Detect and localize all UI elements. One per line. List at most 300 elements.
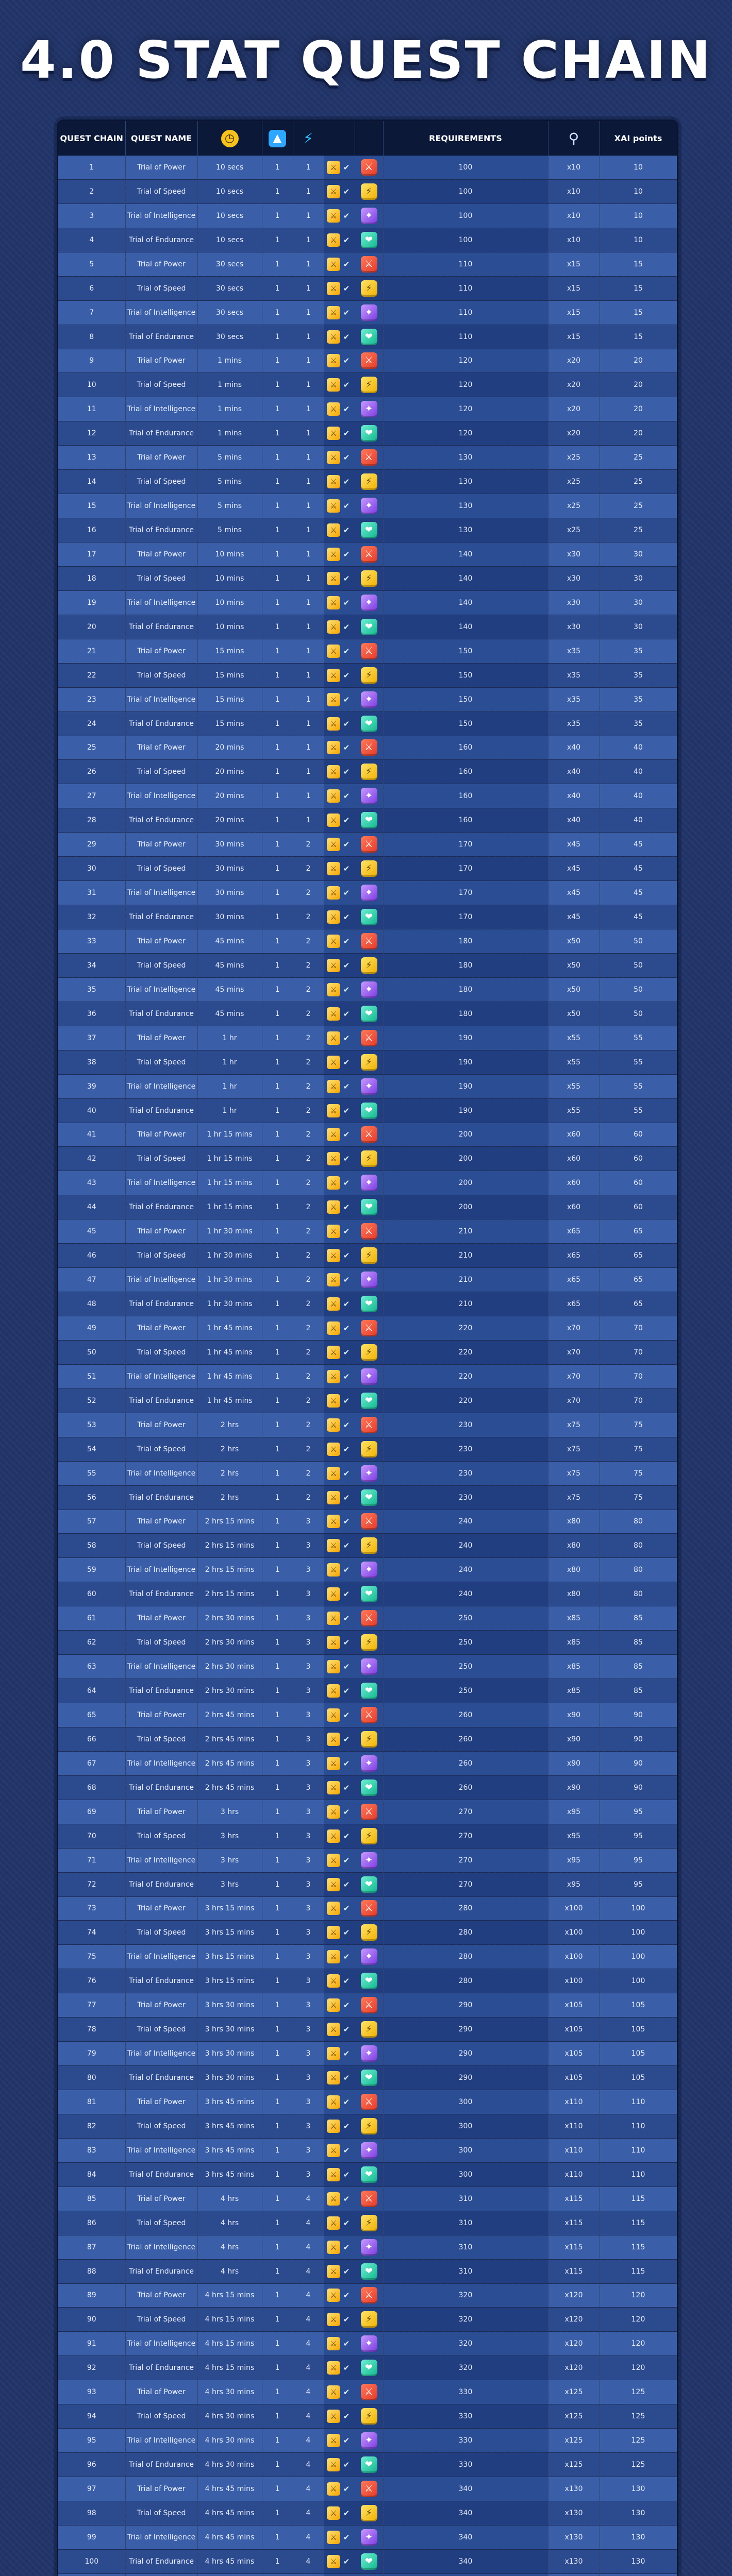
stat-gem-cell <box>355 1921 383 1945</box>
quest-energy-count: 1 <box>293 808 324 833</box>
table-row <box>58 1485 677 1510</box>
table-row <box>58 373 677 397</box>
quest-energy-count: 3 <box>293 1582 324 1606</box>
speed-stat-icon: ⚡ <box>361 2215 377 2231</box>
stat-gem-cell <box>355 2283 383 2308</box>
requirement-icons <box>324 1945 355 1969</box>
quest-name: Trial of Speed <box>125 1050 197 1074</box>
table-row <box>58 1848 677 1872</box>
stat-gem-cell <box>355 1751 383 1775</box>
quest-time: 1 hr 45 mins <box>197 1364 262 1388</box>
quest-chain-number: 43 <box>58 1171 125 1195</box>
quest-time: 4 hrs 45 mins <box>197 2477 262 2501</box>
xai-points: 95 <box>600 1872 677 1896</box>
quest-chain-number: 8 <box>58 325 125 349</box>
quest-name: Trial of Endurance <box>125 1775 197 1800</box>
sword-icon: ⚔ <box>327 2023 340 2036</box>
quest-chain-number: 13 <box>58 446 125 470</box>
xai-points: 80 <box>600 1558 677 1582</box>
quest-name: Trial of Power <box>125 1026 197 1050</box>
table-row <box>58 543 677 567</box>
quest-energy-count: 1 <box>293 276 324 300</box>
requirement-value: 190 <box>383 1074 548 1098</box>
requirement-icons <box>324 156 355 179</box>
quest-name: Trial of Speed <box>125 1437 197 1461</box>
quest-chain-number: 22 <box>58 663 125 687</box>
sword-icon: ⚔ <box>327 427 340 440</box>
endurance-stat-icon: ❤ <box>361 425 377 442</box>
requirement-value: 340 <box>383 2501 548 2525</box>
requirement-value: 220 <box>383 1388 548 1413</box>
check-icon: ✔ <box>343 1009 350 1019</box>
quest-name: Trial of Speed <box>125 1727 197 1751</box>
check-icon: ✔ <box>343 259 350 269</box>
requirement-value: 290 <box>383 2042 548 2066</box>
requirement-icons <box>324 2404 355 2429</box>
requirement-icons <box>324 1219 355 1244</box>
power-stat-icon: ⚔ <box>361 1707 377 1723</box>
requirement-value: 220 <box>383 1316 548 1341</box>
sword-icon: ⚔ <box>327 838 340 851</box>
xai-points: 115 <box>600 2211 677 2235</box>
stat-gem-cell <box>355 1582 383 1606</box>
quest-name: Trial of Intelligence <box>125 1655 197 1679</box>
table-row <box>58 1606 677 1631</box>
stat-gem-cell <box>355 1872 383 1896</box>
quest-chain-number: 40 <box>58 1098 125 1123</box>
table-row <box>58 1437 677 1461</box>
quest-energy-count: 2 <box>293 977 324 1002</box>
quest-stat-count: 1 <box>262 1993 293 2018</box>
quest-stat-count: 1 <box>262 1679 293 1703</box>
quest-name: Trial of Endurance <box>125 711 197 736</box>
quest-name: Trial of Endurance <box>125 1292 197 1316</box>
sword-icon: ⚔ <box>327 1854 340 1867</box>
requirement-value: 290 <box>383 2066 548 2090</box>
xai-points: 85 <box>600 1655 677 1679</box>
requirement-icons <box>324 1171 355 1195</box>
stat-gem-cell <box>355 373 383 397</box>
sword-icon: ⚔ <box>327 209 340 223</box>
potion-cost: x60 <box>548 1123 600 1147</box>
quest-stat-count: 1 <box>262 2332 293 2356</box>
sword-icon: ⚔ <box>327 1733 340 1746</box>
requirement-icons <box>324 1921 355 1945</box>
sword-icon: ⚔ <box>327 1708 340 1722</box>
xai-points: 10 <box>600 156 677 179</box>
potion-cost: x45 <box>548 881 600 905</box>
quest-energy-count: 2 <box>293 929 324 954</box>
stat-gem-cell <box>355 1485 383 1510</box>
check-icon: ✔ <box>343 960 350 970</box>
check-icon: ✔ <box>343 235 350 245</box>
quest-name: Trial of Intelligence <box>125 1268 197 1292</box>
quest-time: 1 hr 15 mins <box>197 1195 262 1219</box>
quest-name: Trial of Endurance <box>125 518 197 543</box>
xai-points: 50 <box>600 977 677 1002</box>
power-stat-icon: ⚔ <box>361 546 377 563</box>
sword-icon: ⚔ <box>327 1273 340 1286</box>
requirement-icons <box>324 1727 355 1751</box>
xai-points: 125 <box>600 2429 677 2453</box>
table-row <box>58 1364 677 1388</box>
quest-name: Trial of Power <box>125 2090 197 2114</box>
requirement-icons <box>324 1364 355 1388</box>
potion-cost: x125 <box>548 2453 600 2477</box>
check-icon: ✔ <box>343 283 350 293</box>
stat-gem-cell <box>355 977 383 1002</box>
stat-gem-cell <box>355 2018 383 2042</box>
check-icon: ✔ <box>343 1299 350 1309</box>
stat-gem-cell <box>355 639 383 663</box>
sword-icon: ⚔ <box>327 233 340 247</box>
quest-energy-count: 1 <box>293 590 324 615</box>
requirement-value: 160 <box>383 760 548 784</box>
potion-cost: x125 <box>548 2429 600 2453</box>
requirement-icons <box>324 929 355 954</box>
quest-time: 1 mins <box>197 421 262 446</box>
quest-time: 2 hrs 15 mins <box>197 1534 262 1558</box>
requirement-icons <box>324 276 355 300</box>
quest-energy-count: 1 <box>293 421 324 446</box>
power-stat-icon: ⚔ <box>361 1320 377 1336</box>
quest-energy-count: 2 <box>293 857 324 881</box>
table-row <box>58 1219 677 1244</box>
requirement-value: 310 <box>383 2187 548 2211</box>
sword-icon: ⚔ <box>327 959 340 972</box>
sword-icon: ⚔ <box>327 1370 340 1383</box>
stat-gem-cell <box>355 1969 383 1993</box>
potion-cost: x65 <box>548 1219 600 1244</box>
potion-cost: x40 <box>548 808 600 833</box>
stat-gem-cell <box>355 1195 383 1219</box>
potion-cost: x75 <box>548 1461 600 1485</box>
requirement-value: 330 <box>383 2380 548 2404</box>
sword-icon: ⚔ <box>327 2410 340 2423</box>
check-icon: ✔ <box>343 1517 350 1527</box>
requirement-icons <box>324 1123 355 1147</box>
quest-name: Trial of Intelligence <box>125 2525 197 2549</box>
quest-name: Trial of Endurance <box>125 615 197 639</box>
quest-time: 5 mins <box>197 446 262 470</box>
sword-icon: ⚔ <box>327 1829 340 1843</box>
quest-energy-count: 2 <box>293 1388 324 1413</box>
stat-gem-cell <box>355 1824 383 1848</box>
check-icon: ✔ <box>343 2508 350 2518</box>
quest-time: 3 hrs 30 mins <box>197 2042 262 2066</box>
requirement-value: 130 <box>383 470 548 494</box>
table-row <box>58 1679 677 1703</box>
quest-chain-number: 59 <box>58 1558 125 1582</box>
quest-energy-count: 4 <box>293 2235 324 2259</box>
requirement-icons <box>324 446 355 470</box>
potion-cost: x60 <box>548 1171 600 1195</box>
quest-energy-count: 1 <box>293 228 324 252</box>
xai-points: 30 <box>600 566 677 590</box>
quest-stat-count: 1 <box>262 446 293 470</box>
requirement-icons <box>324 2162 355 2187</box>
stat-gem-cell <box>355 2308 383 2332</box>
table-row <box>58 905 677 929</box>
power-stat-icon: ⚔ <box>361 739 377 756</box>
stat-gem-cell <box>355 687 383 711</box>
check-icon: ✔ <box>343 1444 350 1454</box>
quest-stat-count: 1 <box>262 663 293 687</box>
quest-chain-number: 82 <box>58 2114 125 2138</box>
requirement-value: 170 <box>383 905 548 929</box>
quest-energy-count: 2 <box>293 1461 324 1485</box>
xai-points: 35 <box>600 711 677 736</box>
quest-time: 30 secs <box>197 252 262 276</box>
quest-name: Trial of Endurance <box>125 2356 197 2380</box>
quest-chain-number: 80 <box>58 2066 125 2090</box>
quest-chain-number: 89 <box>58 2283 125 2308</box>
quest-stat-count: 1 <box>262 1751 293 1775</box>
quest-energy-count: 3 <box>293 2042 324 2066</box>
check-icon: ✔ <box>343 2363 350 2373</box>
xai-points: 115 <box>600 2235 677 2259</box>
quest-chain-number: 72 <box>58 1872 125 1896</box>
stat-gem-cell <box>355 228 383 252</box>
requirement-value: 270 <box>383 1800 548 1824</box>
endurance-stat-icon: ❤ <box>361 522 377 538</box>
quest-time: 3 hrs 45 mins <box>197 2090 262 2114</box>
xai-points: 130 <box>600 2549 677 2573</box>
requirement-value: 310 <box>383 2211 548 2235</box>
intelligence-stat-icon: ✦ <box>361 208 377 224</box>
quest-time: 4 hrs <box>197 2211 262 2235</box>
requirement-icons <box>324 1147 355 1171</box>
potion-cost: x60 <box>548 1147 600 1171</box>
quest-name: Trial of Speed <box>125 2501 197 2525</box>
quest-time: 2 hrs <box>197 1461 262 1485</box>
quest-energy-count: 3 <box>293 1751 324 1775</box>
xai-points: 55 <box>600 1098 677 1123</box>
quest-time: 20 mins <box>197 736 262 760</box>
check-icon: ✔ <box>343 1371 350 1381</box>
quest-time: 1 mins <box>197 349 262 373</box>
quest-name: Trial of Speed <box>125 1921 197 1945</box>
xai-points: 20 <box>600 397 677 421</box>
xai-points: 105 <box>600 2042 677 2066</box>
quest-name: Trial of Intelligence <box>125 590 197 615</box>
quest-time: 4 hrs 45 mins <box>197 2549 262 2573</box>
potion-cost: x40 <box>548 784 600 808</box>
potion-cost: x35 <box>548 711 600 736</box>
check-icon: ✔ <box>343 1783 350 1792</box>
quest-stat-count: 1 <box>262 1727 293 1751</box>
quest-stat-count: 1 <box>262 2162 293 2187</box>
table-row <box>58 518 677 543</box>
quest-energy-count: 3 <box>293 2066 324 2090</box>
quest-time: 5 mins <box>197 494 262 518</box>
quest-time: 10 mins <box>197 590 262 615</box>
table-row <box>58 2138 677 2162</box>
quest-time: 1 hr 30 mins <box>197 1292 262 1316</box>
quest-time: 2 hrs <box>197 1437 262 1461</box>
check-icon: ✔ <box>343 1057 350 1067</box>
quest-stat-count: 1 <box>262 300 293 325</box>
quest-name: Trial of Power <box>125 543 197 567</box>
quest-time: 4 hrs 30 mins <box>197 2429 262 2453</box>
quest-stat-count: 1 <box>262 2380 293 2404</box>
quest-name: Trial of Speed <box>125 2211 197 2235</box>
quest-chain-number: 10 <box>58 373 125 397</box>
xai-points: 45 <box>600 833 677 857</box>
requirement-value: 280 <box>383 1921 548 1945</box>
intelligence-stat-icon: ✦ <box>361 2529 377 2546</box>
quest-name: Trial of Intelligence <box>125 1171 197 1195</box>
table-row <box>58 2525 677 2549</box>
requirement-icons <box>324 1848 355 1872</box>
requirement-icons <box>324 204 355 228</box>
quest-name: Trial of Endurance <box>125 325 197 349</box>
xai-points: 65 <box>600 1244 677 1268</box>
quest-stat-count: 1 <box>262 1461 293 1485</box>
quest-time: 3 hrs 30 mins <box>197 2066 262 2090</box>
table-row <box>58 2501 677 2525</box>
requirement-value: 180 <box>383 929 548 954</box>
requirement-icons <box>324 2501 355 2525</box>
quest-chain-number: 20 <box>58 615 125 639</box>
speed-stat-icon: ⚡ <box>361 764 377 780</box>
header-quest-name: QUEST NAME <box>125 121 197 156</box>
table-row <box>58 494 677 518</box>
quest-stat-count: 1 <box>262 179 293 204</box>
sword-icon: ⚔ <box>327 258 340 271</box>
sword-icon: ⚔ <box>327 1007 340 1021</box>
check-icon: ✔ <box>343 1323 350 1333</box>
potion-cost: x120 <box>548 2356 600 2380</box>
quest-stat-count: 1 <box>262 1316 293 1341</box>
intelligence-stat-icon: ✦ <box>361 1562 377 1578</box>
check-icon: ✔ <box>343 2387 350 2397</box>
sword-icon: ⚔ <box>327 2385 340 2399</box>
sword-icon: ⚔ <box>327 910 340 924</box>
xai-points: 120 <box>600 2356 677 2380</box>
quest-time: 3 hrs 30 mins <box>197 1993 262 2018</box>
sword-icon: ⚔ <box>327 693 340 706</box>
potion-cost: x110 <box>548 2162 600 2187</box>
table-row <box>58 2018 677 2042</box>
quest-energy-count: 2 <box>293 1485 324 1510</box>
requirement-icons <box>324 2308 355 2332</box>
stat-gem-cell <box>355 615 383 639</box>
header-blank-a <box>324 121 355 156</box>
speed-stat-icon: ⚡ <box>361 860 377 877</box>
quest-energy-count: 3 <box>293 2018 324 2042</box>
table-row <box>58 1244 677 1268</box>
quest-name: Trial of Intelligence <box>125 1558 197 1582</box>
xai-points: 60 <box>600 1123 677 1147</box>
table-row <box>58 2453 677 2477</box>
sword-icon: ⚔ <box>327 1225 340 1238</box>
xai-points: 65 <box>600 1292 677 1316</box>
quest-name: Trial of Power <box>125 2283 197 2308</box>
requirement-icons <box>324 1268 355 1292</box>
check-icon: ✔ <box>343 2315 350 2325</box>
sword-icon: ⚔ <box>327 1056 340 1069</box>
potion-cost: x125 <box>548 2380 600 2404</box>
requirement-icons <box>324 2332 355 2356</box>
table-row <box>58 2066 677 2090</box>
quest-energy-count: 4 <box>293 2380 324 2404</box>
quest-name: Trial of Power <box>125 252 197 276</box>
check-icon: ✔ <box>343 1758 350 1768</box>
quest-chain-number: 58 <box>58 1534 125 1558</box>
quest-time: 2 hrs 45 mins <box>197 1727 262 1751</box>
xai-points: 10 <box>600 204 677 228</box>
quest-chain-number: 42 <box>58 1147 125 1171</box>
requirement-icons <box>324 2525 355 2549</box>
intelligence-stat-icon: ✦ <box>361 981 377 998</box>
requirement-value: 220 <box>383 1340 548 1364</box>
requirement-value: 160 <box>383 808 548 833</box>
requirement-value: 250 <box>383 1631 548 1655</box>
quest-chain-number: 7 <box>58 300 125 325</box>
quest-stat-count: 1 <box>262 1558 293 1582</box>
quest-stat-count: 1 <box>262 1631 293 1655</box>
check-icon: ✔ <box>343 2460 350 2470</box>
check-icon: ✔ <box>343 2121 350 2131</box>
table-row <box>58 1002 677 1026</box>
check-icon: ✔ <box>343 526 350 535</box>
potion-cost: x80 <box>548 1534 600 1558</box>
quest-chain-number: 60 <box>58 1582 125 1606</box>
sword-icon: ⚔ <box>327 1321 340 1335</box>
xai-points: 60 <box>600 1171 677 1195</box>
table-row <box>58 1582 677 1606</box>
requirement-icons <box>324 1510 355 1534</box>
quest-stat-count: 1 <box>262 2235 293 2259</box>
quest-energy-count: 4 <box>293 2477 324 2501</box>
table-row <box>58 2259 677 2283</box>
xai-points: 115 <box>600 2259 677 2283</box>
xai-points: 65 <box>600 1268 677 1292</box>
quest-energy-count: 3 <box>293 1679 324 1703</box>
stat-gem-cell <box>355 1219 383 1244</box>
potion-cost: x110 <box>548 2114 600 2138</box>
requirement-icons <box>324 1824 355 1848</box>
table-row <box>58 1316 677 1341</box>
potion-cost: x75 <box>548 1437 600 1461</box>
quest-time: 2 hrs 15 mins <box>197 1558 262 1582</box>
quest-name: Trial of Speed <box>125 1244 197 1268</box>
power-stat-icon: ⚔ <box>361 159 377 176</box>
sword-icon: ⚔ <box>327 789 340 803</box>
potion-cost: x70 <box>548 1364 600 1388</box>
xai-points: 30 <box>600 543 677 567</box>
requirement-value: 270 <box>383 1872 548 1896</box>
requirement-value: 130 <box>383 446 548 470</box>
sword-icon: ⚔ <box>327 161 340 174</box>
quest-chain-number: 62 <box>58 1631 125 1655</box>
quest-time: 3 hrs <box>197 1800 262 1824</box>
intelligence-stat-icon: ✦ <box>361 1078 377 1095</box>
potion-cost: x110 <box>548 2138 600 2162</box>
power-stat-icon: ⚔ <box>361 2094 377 2110</box>
xai-points: 75 <box>600 1485 677 1510</box>
clock-icon: ◷ <box>221 130 239 147</box>
table-row <box>58 2090 677 2114</box>
quest-stat-count: 1 <box>262 1074 293 1098</box>
speed-stat-icon: ⚡ <box>361 183 377 200</box>
requirement-value: 210 <box>383 1244 548 1268</box>
quest-energy-count: 1 <box>293 615 324 639</box>
quest-stat-count: 1 <box>262 2308 293 2332</box>
endurance-stat-icon: ❤ <box>361 1296 377 1312</box>
xai-points: 25 <box>600 518 677 543</box>
